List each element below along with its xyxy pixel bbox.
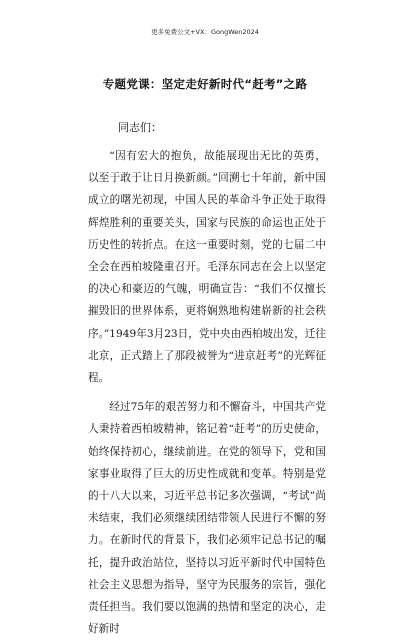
document-body bbox=[88, 145, 326, 640]
paragraph: 经过75年的艰苦努力和不懈奋斗，中国共产党人秉持着西柏坡精神，铭记着“赶考”的历史使命，始终保持初心，继续前进。在党的领导下，党和国家事业取得了巨大的历史性成就和变革。特别是党的十八大以来，习近平总书记多次强调，“考试”尚未结束，我们必须继续团结带领人民进行不懈的努力。在新时代的背景下，我们必须牢记总书记的嘱托，提升政治站位，坚持以习近平新时代中国特色社会主义思想为指导，坚守为民服务的宗旨，强化责任担当。我们要以饱满的热情和坚定的决心，走好新时 bbox=[88, 401, 326, 636]
salutation: 同志们： bbox=[118, 121, 162, 134]
page-header: 更多免费公文+VX：GongWen2024 bbox=[151, 28, 259, 36]
paragraph: “因有宏大的抱负，故能展现出无比的英勇，以至于敢于让日月换新颜。”回溯七十年前，新中国成立的曙光初现，中国人民的革命斗争正处于取得辉煌胜利的重要关头，国家与民族的命运也正处于历史性的转折点。在这一重要时刻，党的七届二中全会在西柏坡隆重召开。毛泽东同志在会上以坚定的决心和豪迈的气魄，明确宣告：“我们不仅擅长摧毁旧的世界体系，更将娴熟地构建崭新的社会秩序。”1949年3月23日，党中央由西柏坡出发，迁往北京，正式踏上了那段被誉为“进京赶考”的光辉征程。 bbox=[88, 150, 326, 385]
document-title: 专题党课：坚定走好新时代“赶考”之路 bbox=[102, 77, 308, 91]
